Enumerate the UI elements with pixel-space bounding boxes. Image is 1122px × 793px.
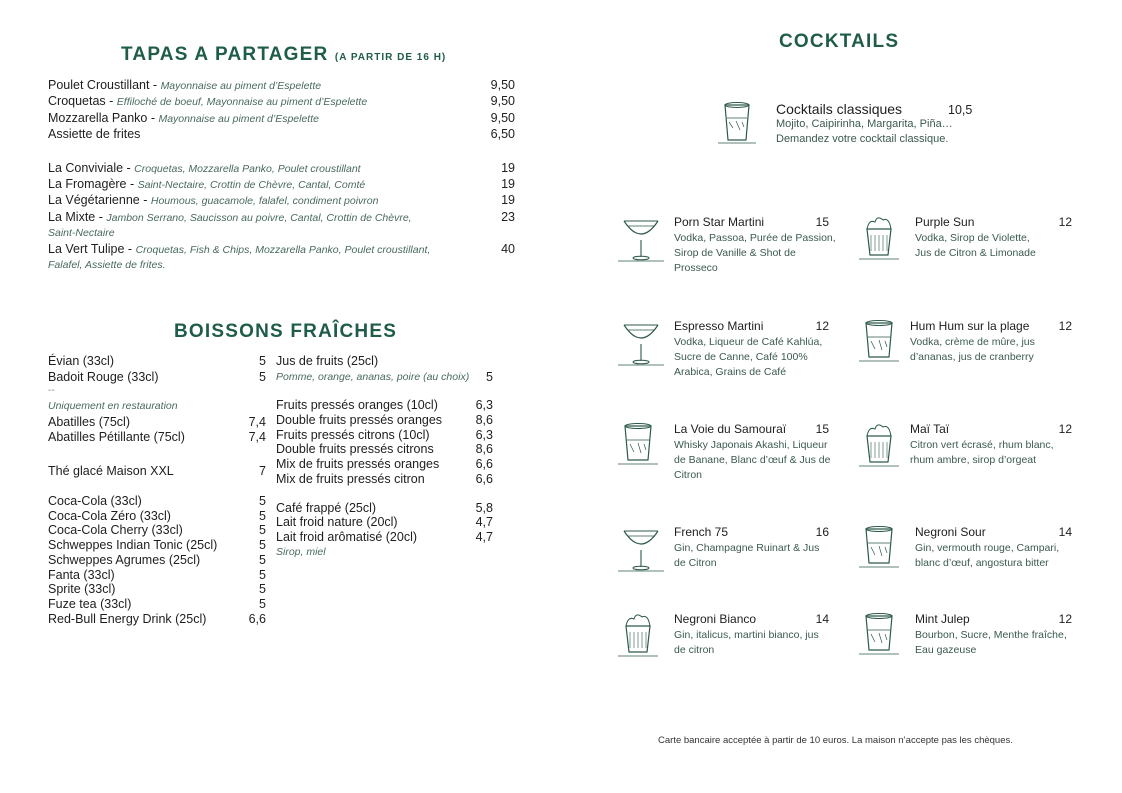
cocktail-name: Espresso Martini [674, 319, 764, 333]
cocktail-price: 12 [1058, 215, 1072, 229]
boisson-item-name: Lait froid nature (20cl) [276, 515, 398, 529]
boisson-item-price: 5 [259, 494, 266, 508]
tapas-item-desc: Jambon Serrano, Saucisson au poivre, Cantal, Crottin de Chèvre, [106, 212, 412, 224]
tapas-item-name: Assiette de frites [48, 127, 141, 141]
boissons-title: BOISSONS FRAÎCHES [174, 321, 398, 342]
boisson-item-name: -- [48, 385, 55, 396]
tapas-item-desc: Mayonnaise au piment d’Espelette [160, 80, 322, 92]
tapas-item-desc: Saint-Nectaire, Crottin de Chèvre, Cantal, Comté [137, 179, 366, 191]
boisson-item-price: 7 [259, 464, 266, 478]
boisson-item-name: Mix de fruits pressés oranges [276, 457, 440, 471]
cocktail-price: 14 [1058, 525, 1072, 539]
boisson-item-price: 8,6 [475, 442, 493, 456]
tapas-item-price: 23 [501, 210, 515, 224]
boisson-item-price: 4,7 [475, 515, 493, 529]
tapas-item-name: La Vert Tulipe - [48, 242, 136, 256]
tapas-item-price: 9,50 [490, 111, 515, 125]
cocktail-desc: Citron vert écrasé, rhum blanc, rhum ambre, sirop d’orgeat [910, 439, 1054, 466]
boisson-item-price: 5 [259, 553, 266, 567]
cocktail-name: Purple Sun [915, 215, 975, 229]
tapas-title-text: TAPAS A PARTAGER [121, 44, 329, 65]
boisson-item-price: 6,6 [475, 472, 493, 486]
boisson-item-price: 6,3 [475, 398, 493, 412]
tapas-item-price: 19 [501, 161, 515, 175]
tumbler-glass-icon [857, 523, 901, 571]
boisson-item-price: 5 [486, 370, 493, 384]
boisson-item-name: Schweppes Indian Tonic (25cl) [48, 538, 218, 552]
boisson-item-price: 5 [259, 568, 266, 582]
boisson-item-name: Évian (33cl) [48, 354, 114, 368]
boisson-item-price: 4,7 [475, 530, 493, 544]
cocktail-price: 12 [1058, 612, 1072, 626]
tapas-item-name: Croquetas - [48, 94, 117, 108]
coupe-glass-icon [616, 213, 666, 265]
tapas-item [48, 209, 412, 226]
cocktail-price: 16 [815, 525, 829, 539]
boisson-item-name: Café frappé (25cl) [276, 501, 377, 515]
tapas-item-desc: Houmous, guacamole, falafel, condiment poivron [150, 195, 379, 207]
boisson-item-price: 8,6 [475, 413, 493, 427]
boisson-item-price: 5 [259, 582, 266, 596]
tapas-item [48, 241, 430, 258]
boisson-item-name: Schweppes Agrumes (25cl) [48, 553, 201, 567]
tapas-item-price: 9,50 [490, 78, 515, 92]
frosty-glass-icon [857, 213, 901, 263]
boisson-item-name: Coca-Cola (33cl) [48, 494, 142, 508]
boisson-item-price: 6,6 [248, 612, 266, 626]
classic-tumbler-icon [716, 100, 758, 146]
tapas-item-name: La Mixte - [48, 210, 107, 224]
tapas-item-desc: Mayonnaise au piment d’Espelette [158, 113, 319, 125]
cocktail-desc: Whisky Japonais Akashi, Liqueur de Banane, Blanc d’œuf & Jus de Citron [674, 439, 831, 481]
cocktail-price: 14 [815, 612, 829, 626]
boisson-item-price: 5 [259, 597, 266, 611]
cocktail-desc: Gin, Champagne Ruinart & Jus de Citron [674, 542, 820, 569]
cocktail-name: Hum Hum sur la plage [910, 319, 1030, 333]
cocktail-name: Negroni Bianco [674, 612, 757, 626]
tapas-title [121, 44, 446, 66]
cocktail-desc: Vodka, crème de mûre, jus d’ananas, jus de cranberry [910, 336, 1035, 363]
tapas-item [48, 126, 140, 142]
boisson-item-name: Abatilles Pétillante (75cl) [48, 430, 185, 444]
tapas-item [48, 93, 367, 110]
boisson-item-name: Fanta (33cl) [48, 568, 115, 582]
cocktail-price: 15 [815, 422, 829, 436]
tapas-item-name: La Conviviale - [48, 161, 135, 175]
tapas-item-name: Mozzarella Panko - [48, 111, 159, 125]
boisson-item-name: Badoit Rouge (33cl) [48, 370, 159, 384]
classic-desc-2: Demandez votre cocktail classique. [776, 133, 949, 145]
frosty-glass-icon [857, 420, 901, 470]
boisson-item-name: Jus de fruits (25cl) [276, 354, 379, 368]
tumbler-glass-icon [857, 317, 901, 365]
tapas-item [48, 192, 379, 209]
tapas-item-name: Poulet Croustillant - [48, 78, 161, 92]
boisson-item-price: 7,4 [248, 430, 266, 444]
boisson-item-price: 7,4 [248, 415, 266, 429]
boisson-item-price: 5 [259, 509, 266, 523]
tapas-item-price: 9,50 [490, 94, 515, 108]
cocktail-price: 15 [815, 215, 829, 229]
tumbler-glass-icon [857, 610, 901, 658]
cocktail-price: 12 [1058, 319, 1072, 333]
tapas-subtitle: (A PARTIR DE 16 H) [334, 52, 447, 63]
boisson-item-price: 5 [259, 523, 266, 537]
boisson-item-name: Pomme, orange, ananas, poire (au choix) [276, 371, 470, 383]
boisson-item-name: Mix de fruits pressés citron [276, 472, 425, 486]
boisson-item-price: 5 [259, 370, 266, 384]
cocktail-name: Porn Star Martini [674, 215, 765, 229]
classic-price: 10,5 [948, 103, 973, 117]
cocktail-name: Maï Taï [910, 422, 950, 436]
boisson-item-name: Lait froid arômatisé (20cl) [276, 530, 418, 544]
cocktail-desc: Gin, italicus, martini bianco, jus de citron [674, 629, 819, 656]
cocktail-desc: Vodka, Passoa, Purée de Passion, Sirop de Vanille & Shot de Prosseco [674, 232, 836, 274]
cocktail-price: 12 [815, 319, 829, 333]
boisson-item-price: 5 [259, 354, 266, 368]
tapas-item-price: 19 [501, 177, 515, 191]
tapas-item-name: La Fromagère - [48, 177, 138, 191]
boisson-item-name: Double fruits pressés oranges [276, 413, 443, 427]
boisson-item-name: Double fruits pressés citrons [276, 442, 434, 456]
boisson-item-name: Abatilles (75cl) [48, 415, 130, 429]
tapas-item-price: 40 [501, 242, 515, 256]
boisson-item-name: Fuze tea (33cl) [48, 597, 132, 611]
tapas-item [48, 176, 365, 193]
tapas-item-price: 6,50 [490, 127, 515, 141]
cocktail-desc: Gin, vermouth rouge, Campari, blanc d’œuf, angostura bitter [915, 542, 1060, 569]
boisson-item-name: Sirop, miel [276, 546, 326, 558]
boisson-item-name: Coca-Cola Zéro (33cl) [48, 509, 171, 523]
cocktail-name: French 75 [674, 525, 729, 539]
coupe-glass-icon [616, 523, 666, 575]
boisson-item-name: Fruits pressés oranges (10cl) [276, 398, 438, 412]
tapas-item [48, 110, 319, 127]
cocktail-desc: Vodka, Sirop de Violette, Jus de Citron & Limonade [915, 232, 1036, 259]
boisson-item-name: Fruits pressés citrons (10cl) [276, 428, 430, 442]
boisson-item-name: Uniquement en restauration [48, 400, 178, 412]
tapas-item-price: 19 [501, 193, 515, 207]
tapas-item-desc: Croquetas, Fish & Chips, Mozzarella Panko, Poulet croustillant, [135, 244, 431, 256]
boisson-item-name: Thé glacé Maison XXL [48, 464, 174, 478]
boisson-item-name: Sprite (33cl) [48, 582, 116, 596]
tapas-item-desc-2: Saint-Nectaire [48, 227, 115, 239]
tapas-item-desc: Effiloché de boeuf, Mayonnaise au piment d’Espelette [116, 96, 368, 108]
cocktail-name: Negroni Sour [915, 525, 986, 539]
boisson-item-price: 5,8 [475, 501, 493, 515]
boisson-item-price: 6,6 [475, 457, 493, 471]
tapas-item [48, 77, 321, 94]
tapas-item-desc-2: Falafel, Assiette de frites. [48, 259, 166, 271]
coupe-glass-icon [616, 317, 666, 369]
tapas-item-name: La Végétarienne - [48, 193, 151, 207]
tapas-item-desc: Croquetas, Mozzarella Panko, Poulet croustillant [134, 163, 361, 175]
tapas-item [48, 160, 361, 177]
cocktail-name: Mint Julep [915, 612, 970, 626]
tumbler-glass-icon [616, 420, 660, 468]
cocktails-title: COCKTAILS [779, 31, 900, 52]
payment-note: Carte bancaire acceptée à partir de 10 euros. La maison n’accepte pas les chèques. [658, 735, 1013, 746]
cocktail-desc: Vodka, Liqueur de Café Kahlúa, Sucre de Canne, Café 100% Arabica, Grains de Café [674, 336, 823, 378]
cocktail-desc: Bourbon, Sucre, Menthe fraîche, Eau gazeuse [915, 629, 1067, 656]
cocktail-name: La Voie du Samouraï [674, 422, 787, 436]
cocktail-price: 12 [1058, 422, 1072, 436]
boisson-item-price: 5 [259, 538, 266, 552]
classic-desc-1: Mojito, Caipirinha, Margarita, Piña… [776, 118, 953, 130]
boisson-item-name: Red-Bull Energy Drink (25cl) [48, 612, 207, 626]
classic-name: Cocktails classiques [776, 101, 903, 117]
frosty-glass-icon [616, 610, 660, 660]
boisson-item-name: Coca-Cola Cherry (33cl) [48, 523, 183, 537]
boisson-item-price: 6,3 [475, 428, 493, 442]
